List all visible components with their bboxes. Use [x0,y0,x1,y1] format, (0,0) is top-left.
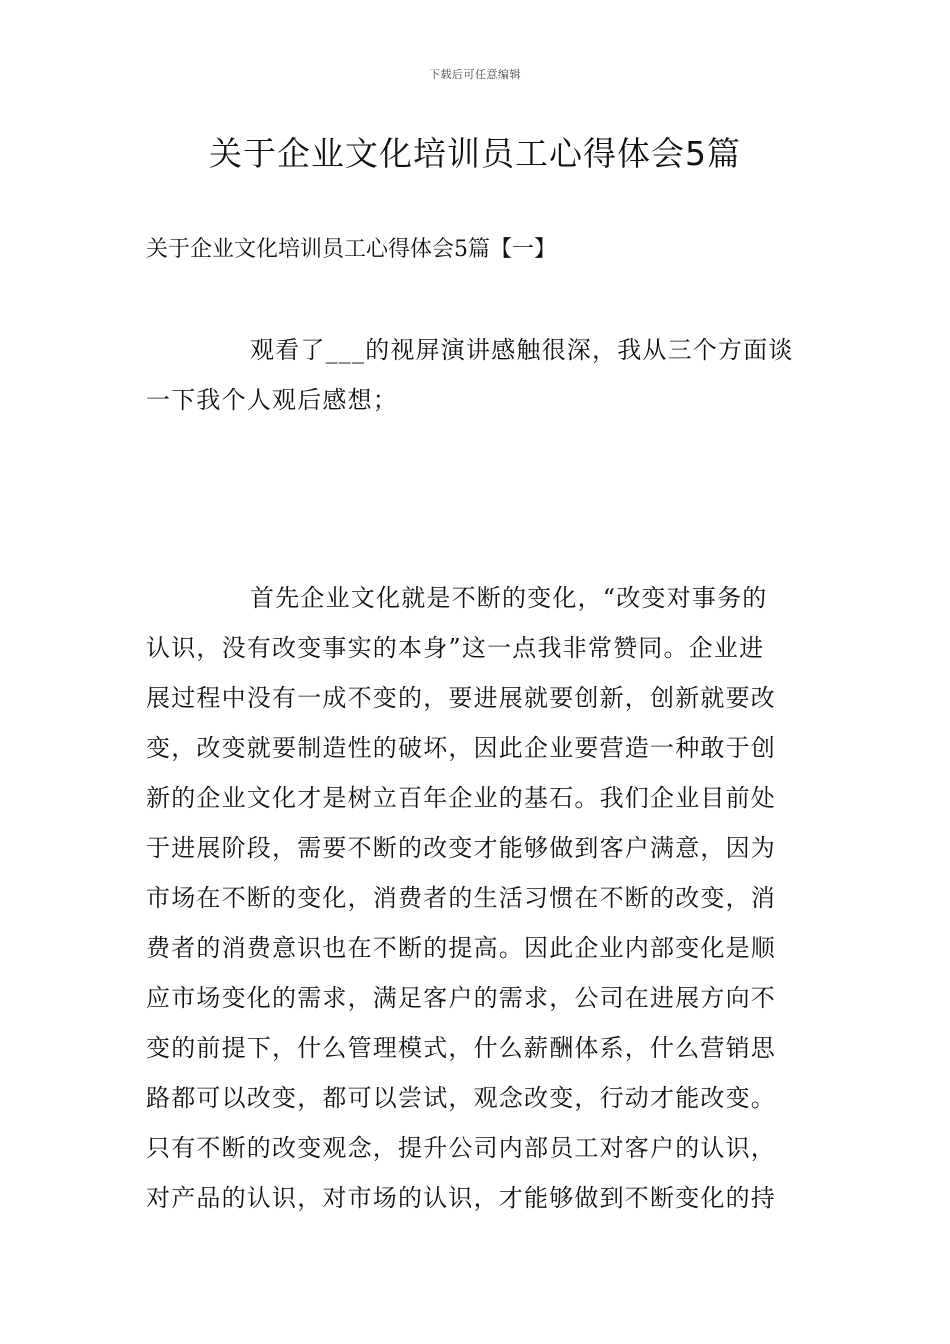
paragraph-line: 费者的消费意识也在不断的提高。因此企业内部变化是顺 [146,934,776,962]
paragraph-line: 展过程中没有一成不变的，要进展就要创新，创新就要改 [146,684,776,712]
paragraph-line: 首先企业文化就是不断的变化，“改变对事务的 [250,584,768,612]
header-note: 下载后可任意编辑 [429,68,521,81]
paragraph-line: 路都可以改变，都可以尝试，观念改变，行动才能改变。 [146,1084,776,1112]
paragraph-line: 市场在不断的变化，消费者的生活习惯在不断的改变，消 [146,884,776,912]
paragraph-line: 新的企业文化才是树立百年企业的基石。我们企业目前处 [146,784,776,812]
paragraph-line: 一下我个人观后感想； [146,386,398,414]
section-heading: 关于企业文化培训员工心得体会5篇【一】 [146,237,556,262]
paragraph-line: 变，改变就要制造性的破坏，因此企业要营造一种敢于创 [146,734,776,762]
paragraph-line: 变的前提下，什么管理模式，什么薪酬体系，什么营销思 [146,1034,776,1062]
paragraph-line: 应市场变化的需求，满足客户的需求，公司在进展方向不 [146,984,776,1012]
document-title: 关于企业文化培训员工心得体会5篇 [209,134,741,173]
paragraph-1 [146,325,810,425]
paragraph-line: 于进展阶段，需要不断的改变才能够做到客户满意，因为 [146,834,776,862]
paragraph-line: 对产品的认识，对市场的认识，才能够做到不断变化的持 [146,1184,776,1212]
paragraph-2 [146,573,810,1223]
paragraph-line: 观看了___的视屏演讲感触很深，我从三个方面谈 [250,336,794,364]
paragraph-line: 认识，没有改变事实的本身”这一点我非常赞同。企业进 [146,634,765,662]
paragraph-line: 只有不断的改变观念，提升公司内部员工对客户的认识， [146,1134,776,1162]
